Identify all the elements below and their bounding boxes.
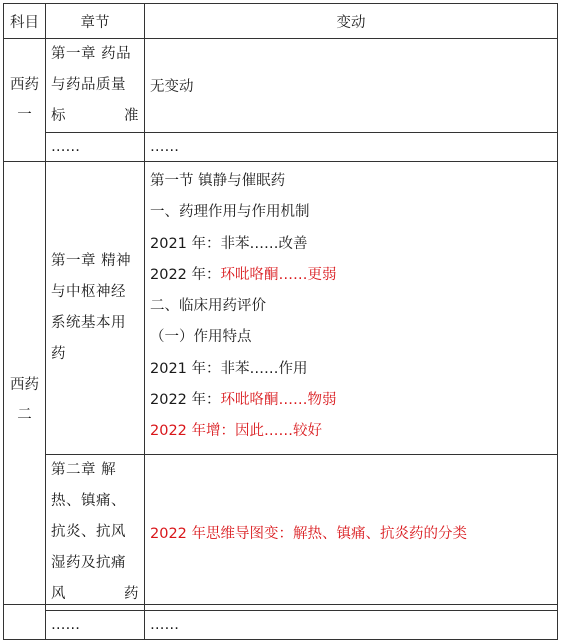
change-line [150,229,552,260]
chapter-ellipsis: …… [46,133,145,162]
table-row [4,39,558,133]
change-line-year: 2022 年： [150,392,221,409]
change-cell: 2022 年思维导图变：解热、镇痛、抗炎药的分类 [145,454,558,610]
change-ellipsis: …… [145,610,558,639]
change-line-text: 非苯……作用 [220,360,308,377]
subject-xiyao2: 西药二 [4,162,46,640]
change-header: 变动 [145,4,558,39]
change-line-year: 2022 年： [150,266,221,283]
change-line-year: 2021 年： [150,235,221,252]
change-line-text: 环吡咯酮……物弱 [220,392,337,409]
chapter-cell: 第一章 精神与中枢神经系统基本用药 [46,162,145,455]
header-row [4,4,558,39]
change-line-text: 环吡咯酮……更弱 [220,266,337,283]
change-line-year: 2021 年： [150,360,221,377]
change-line-text: （一）作用特点 [150,329,252,346]
table-row [4,162,558,455]
change-line [150,197,552,228]
change-line [150,354,552,385]
change-line [150,166,552,197]
change-line [150,291,552,322]
change-line-text: 2022 年增：因此……较好 [150,423,323,440]
change-line-text: 第一节 镇静与催眠药 [150,173,286,189]
change-line [150,260,552,291]
change-line [150,416,552,447]
change-line-text: 二、临床用药评价 [150,298,266,315]
subject-xiyao1: 西药一 [4,39,46,162]
changes-table [3,3,558,640]
change-line [150,385,552,416]
table-bottom-rule [3,604,558,605]
change-line-text: 一、药理作用与作用机制 [150,204,310,221]
change-line-text: 非苯……改善 [220,235,308,252]
chapter-cell: 第二章 解热、镇痛、抗炎、抗风湿药及抗痛风药 [46,454,145,610]
table-row [4,454,558,610]
change-cell: 无变动 [145,39,558,133]
change-ellipsis: …… [145,133,558,162]
subject-header: 科目 [4,4,46,39]
change-cell [145,162,558,455]
change-line-list [150,166,552,448]
chapter-ellipsis: …… [46,610,145,639]
chapter-cell: 第一章 药品与药品质量标准 [46,39,145,133]
table-row [4,133,558,162]
change-line [150,322,552,353]
chapter-header: 章节 [46,4,145,39]
table-row [4,610,558,639]
